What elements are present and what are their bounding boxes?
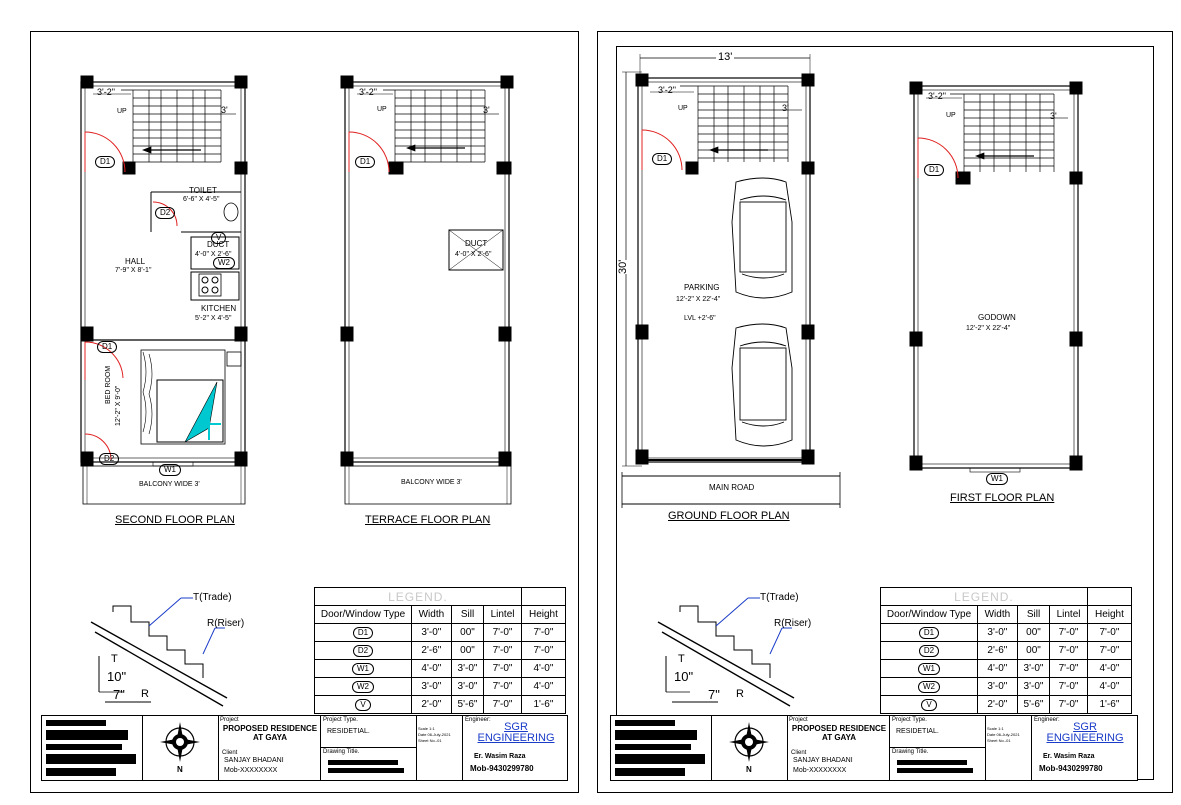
engineer-name: Er. Wasim Raza xyxy=(1043,753,1095,760)
client-name: SANJAY BHADANI xyxy=(224,757,284,764)
window-tag-w1: W1 xyxy=(159,464,181,476)
legend-row: D1 3'-0" 00" 7'-0" 7'-0" xyxy=(315,624,566,642)
terrace-floor-plan-title: TERRACE FLOOR PLAN xyxy=(365,514,491,526)
engineer-mob: Mob-9430299780 xyxy=(470,764,534,773)
project-type-value: RESIDETIAL. xyxy=(327,728,370,735)
ground-dim-stair: 3' xyxy=(782,103,789,113)
duct-size: 4'-0" X 2'-6" xyxy=(195,251,232,258)
toilet-label: TOILET xyxy=(189,186,217,195)
sheet-label: Sheet No.-01 xyxy=(418,738,442,743)
second-floor-up-label: UP xyxy=(117,108,127,115)
riser-symbol: R xyxy=(736,688,744,700)
right-stair-detail-drawing xyxy=(658,598,794,706)
duct-label: DUCT xyxy=(207,240,230,249)
legend-col-type: Door/Window Type xyxy=(315,606,412,624)
legend-row: D1 3'-0" 00" 7'-0" 7'-0" xyxy=(881,624,1132,642)
engineer-mob: Mob-9430299780 xyxy=(1039,764,1103,773)
second-floor-plan-title: SECOND FLOOR PLAN xyxy=(115,514,235,526)
riser-symbol: R xyxy=(141,688,149,700)
terrace-floor-plan-linework xyxy=(341,76,513,504)
redacted-block xyxy=(328,768,404,773)
client-label: Client xyxy=(222,750,238,756)
toilet-size: 6'-6" X 4'-5" xyxy=(183,196,220,203)
terrace-up-label: UP xyxy=(377,106,387,113)
window-tag-v: V xyxy=(211,232,226,244)
redacted-block xyxy=(328,760,398,765)
redacted-block xyxy=(615,768,685,776)
date-label: Date 06-July-2021 xyxy=(418,732,451,737)
legend-row: D2 2'-6" 00" 7'-0" 7'-0" xyxy=(881,642,1132,660)
riser-label: R(Riser) xyxy=(774,618,812,629)
ground-floor-plan-title: GROUND FLOOR PLAN xyxy=(668,510,790,522)
door-tag-d1: D1 xyxy=(652,153,672,165)
redacted-block xyxy=(615,730,697,740)
legend-col-width: Width xyxy=(412,606,452,624)
legend-row: V 2'-0" 5'-6" 7'-0" 1'-6" xyxy=(315,696,566,714)
project-name: PROPOSED RESIDENCE AT GAYA xyxy=(791,724,887,742)
ground-up-label: UP xyxy=(678,105,688,112)
riser-label: R(Riser) xyxy=(207,618,245,629)
tread-symbol: T xyxy=(678,653,685,665)
window-tag-w2: W2 xyxy=(213,257,235,269)
engineer-label: Engineer: xyxy=(465,717,491,723)
project-type-value: RESIDETIAL. xyxy=(896,728,939,735)
firm-name: SGR ENGINEERING xyxy=(1046,721,1124,744)
bed-room-size: 12'-2" X 9'-0" xyxy=(115,385,122,426)
legend-row: W1 4'-0" 3'-0" 7'-0" 4'-0" xyxy=(315,660,566,678)
bed-room-label: BED ROOM xyxy=(105,365,112,404)
legend-heading: LEGEND. xyxy=(881,588,1088,606)
kitchen-label: KITCHEN xyxy=(201,304,237,313)
first-floor-plan-linework xyxy=(910,82,1082,472)
project-name: PROPOSED RESIDENCE AT GAYA xyxy=(222,724,318,742)
terrace-duct-size: 4'-0" X 2'-6" xyxy=(455,251,492,258)
client-mob: Mob-XXXXXXXX xyxy=(224,767,278,774)
compass-n-label: N xyxy=(746,765,752,774)
terrace-dim-top: 3'-2" xyxy=(359,87,377,97)
tread-symbol: T xyxy=(111,653,118,665)
project-type-label: Project Type. xyxy=(892,717,927,723)
door-tag-d1: D1 xyxy=(355,156,375,168)
tread-value: 10" xyxy=(107,669,127,684)
godown-size: 12'-2" X 22'-4" xyxy=(966,325,1011,332)
ground-depth-dim: 30' xyxy=(617,259,629,274)
legend-col-width: Width xyxy=(978,606,1018,624)
ground-floor-plan-linework xyxy=(622,51,840,508)
redacted-block xyxy=(615,720,675,726)
left-drawing-sheet xyxy=(30,31,579,793)
car-icon xyxy=(732,178,792,298)
second-floor-dim-stair: 3' xyxy=(221,105,228,115)
redacted-block xyxy=(46,720,106,726)
client-name: SANJAY BHADANI xyxy=(793,757,853,764)
right-drawing-sheet xyxy=(597,31,1173,793)
redacted-block xyxy=(897,760,967,765)
door-tag-d2-toilet: D2 xyxy=(155,207,175,219)
parking-label: PARKING xyxy=(684,283,720,292)
main-road-label: MAIN ROAD xyxy=(709,483,755,492)
first-dim-stair: 3' xyxy=(1050,111,1057,121)
terrace-duct-label: DUCT xyxy=(465,239,488,248)
compass-n-label: N xyxy=(177,765,183,774)
tread-value: 10" xyxy=(674,669,694,684)
client-mob: Mob-XXXXXXXX xyxy=(793,767,847,774)
balcony-label: BALCONY WIDE 3' xyxy=(139,481,200,488)
title-block xyxy=(41,715,568,781)
legend-col-sill: Sill xyxy=(1017,606,1049,624)
redacted-block xyxy=(615,754,705,764)
legend-col-type: Door/Window Type xyxy=(881,606,978,624)
tread-label: T(Trade) xyxy=(193,592,232,603)
legend-col-sill: Sill xyxy=(451,606,483,624)
legend-table xyxy=(880,587,1132,714)
project-label: Project xyxy=(220,717,239,723)
first-up-label: UP xyxy=(946,112,956,119)
legend-col-height: Height xyxy=(521,606,565,624)
legend-table xyxy=(314,587,566,714)
parking-size: 12'-2" X 22'-4" xyxy=(676,296,721,303)
project-label: Project xyxy=(789,717,808,723)
door-tag-d1: D1 xyxy=(924,164,944,176)
car-icon xyxy=(732,324,792,446)
legend-row: D2 2'-6" 00" 7'-0" 7'-0" xyxy=(315,642,566,660)
door-tag-d1: D1 xyxy=(95,156,115,168)
scale-label: Scale 1:1 xyxy=(418,726,435,731)
engineer-name: Er. Wasim Raza xyxy=(474,753,526,760)
kitchen-size: 5'-2" X 4'-5" xyxy=(195,315,232,322)
scale-label: Scale 1:1 xyxy=(987,726,1004,731)
engineer-label: Engineer: xyxy=(1034,717,1060,723)
project-type-label: Project Type. xyxy=(323,717,358,723)
riser-value: 7" xyxy=(113,687,125,702)
legend-row: W2 3'-0" 3'-0" 7'-0" 4'-0" xyxy=(881,678,1132,696)
first-dim-top: 3'-2" xyxy=(928,91,946,101)
client-label: Client xyxy=(791,750,807,756)
first-floor-plan-title: FIRST FLOOR PLAN xyxy=(950,492,1055,504)
legend-heading: LEGEND. xyxy=(315,588,522,606)
drawing-title-label: Drawing Title. xyxy=(892,749,929,755)
redacted-block xyxy=(46,768,116,776)
riser-value: 7" xyxy=(708,687,720,702)
window-tag-w1: W1 xyxy=(986,473,1008,485)
sheet-label: Sheet No.-01 xyxy=(987,738,1011,743)
terrace-balcony-label: BALCONY WIDE 3' xyxy=(401,479,462,486)
ground-dim-top: 3'-2" xyxy=(658,85,676,95)
date-label: Date 06-July-2021 xyxy=(987,732,1020,737)
godown-label: GODOWN xyxy=(978,313,1016,322)
second-floor-dim-top: 3'-2" xyxy=(97,87,115,97)
hall-label: HALL xyxy=(125,257,146,266)
second-floor-plan-linework xyxy=(81,76,247,504)
legend-col-lintel: Lintel xyxy=(484,606,522,624)
legend-col-height: Height xyxy=(1087,606,1131,624)
legend-row: W1 4'-0" 3'-0" 7'-0" 4'-0" xyxy=(881,660,1132,678)
legend-row: W2 3'-0" 3'-0" 7'-0" 4'-0" xyxy=(315,678,566,696)
tread-label: T(Trade) xyxy=(760,592,799,603)
redacted-block xyxy=(615,744,691,750)
redacted-block xyxy=(897,768,973,773)
door-tag-d2-bed: D2 xyxy=(99,453,119,465)
redacted-block xyxy=(46,730,128,740)
left-stair-detail-drawing xyxy=(91,598,227,706)
terrace-dim-stair: 3' xyxy=(483,105,490,115)
drawing-title-label: Drawing Title. xyxy=(323,749,360,755)
legend-col-lintel: Lintel xyxy=(1050,606,1088,624)
legend-row: V 2'-0" 5'-6" 7'-0" 1'-6" xyxy=(881,696,1132,714)
redacted-block xyxy=(46,744,122,750)
door-tag-d1: D1 xyxy=(97,341,117,353)
ground-width-dim: 13' xyxy=(718,51,733,63)
redacted-block xyxy=(46,754,136,764)
title-block xyxy=(610,715,1138,781)
firm-name: SGR ENGINEERING xyxy=(477,721,555,744)
hall-size: 7'-9" X 8'-1" xyxy=(115,267,152,274)
parking-level: LVL +2'-6" xyxy=(684,315,716,322)
